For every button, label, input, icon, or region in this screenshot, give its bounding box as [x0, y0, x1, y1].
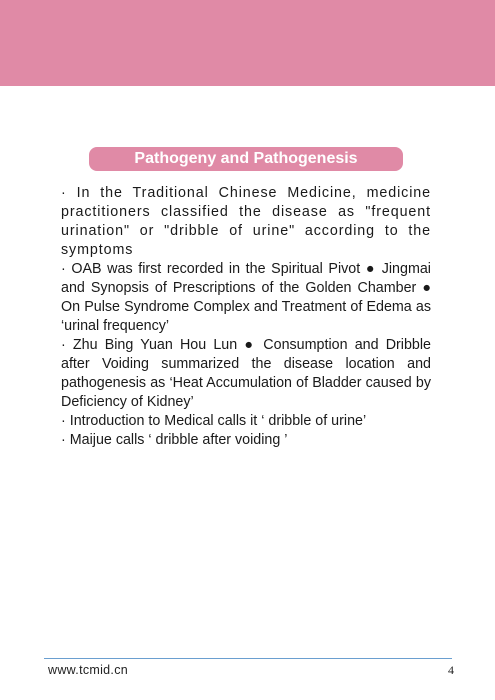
paragraph-maijue: · Maijue calls ‘ dribble after voiding ’ [61, 432, 288, 448]
section-title: Pathogeny and Pathogenesis [89, 147, 403, 171]
header-band [0, 0, 495, 86]
paragraph-zhu-bing-yuan-hou-lun: · Zhu Bing Yuan Hou Lun ● Consumption and Dribble after Voiding summarized the disease location and pathogenesis as ‘Heat Accumulation of Bladder caused by Deficiency of Kidney’ [61, 337, 431, 410]
paragraph-introduction-to-medical: · Introduction to Medical calls it ‘ dribble of urine’ [61, 413, 367, 429]
paragraph-tcm-classification: · In the Traditional Chinese Medicine, medicine practitioners classified the disease as "frequent urination" or "dribble of urine" according to the symptoms [61, 185, 431, 258]
page-number: 4 [448, 663, 454, 677]
footer-url: www.tcmid.cn [48, 663, 129, 677]
paragraph-oab-first-record: · OAB was first recorded in the Spiritual Pivot ● Jingmai and Synopsis of Prescriptions of the Golden Chamber ● On Pulse Syndrome Complex and Treatment of Edema as ‘urinal frequency’ [61, 261, 431, 334]
body-text [61, 184, 431, 450]
footer-divider [44, 658, 452, 659]
